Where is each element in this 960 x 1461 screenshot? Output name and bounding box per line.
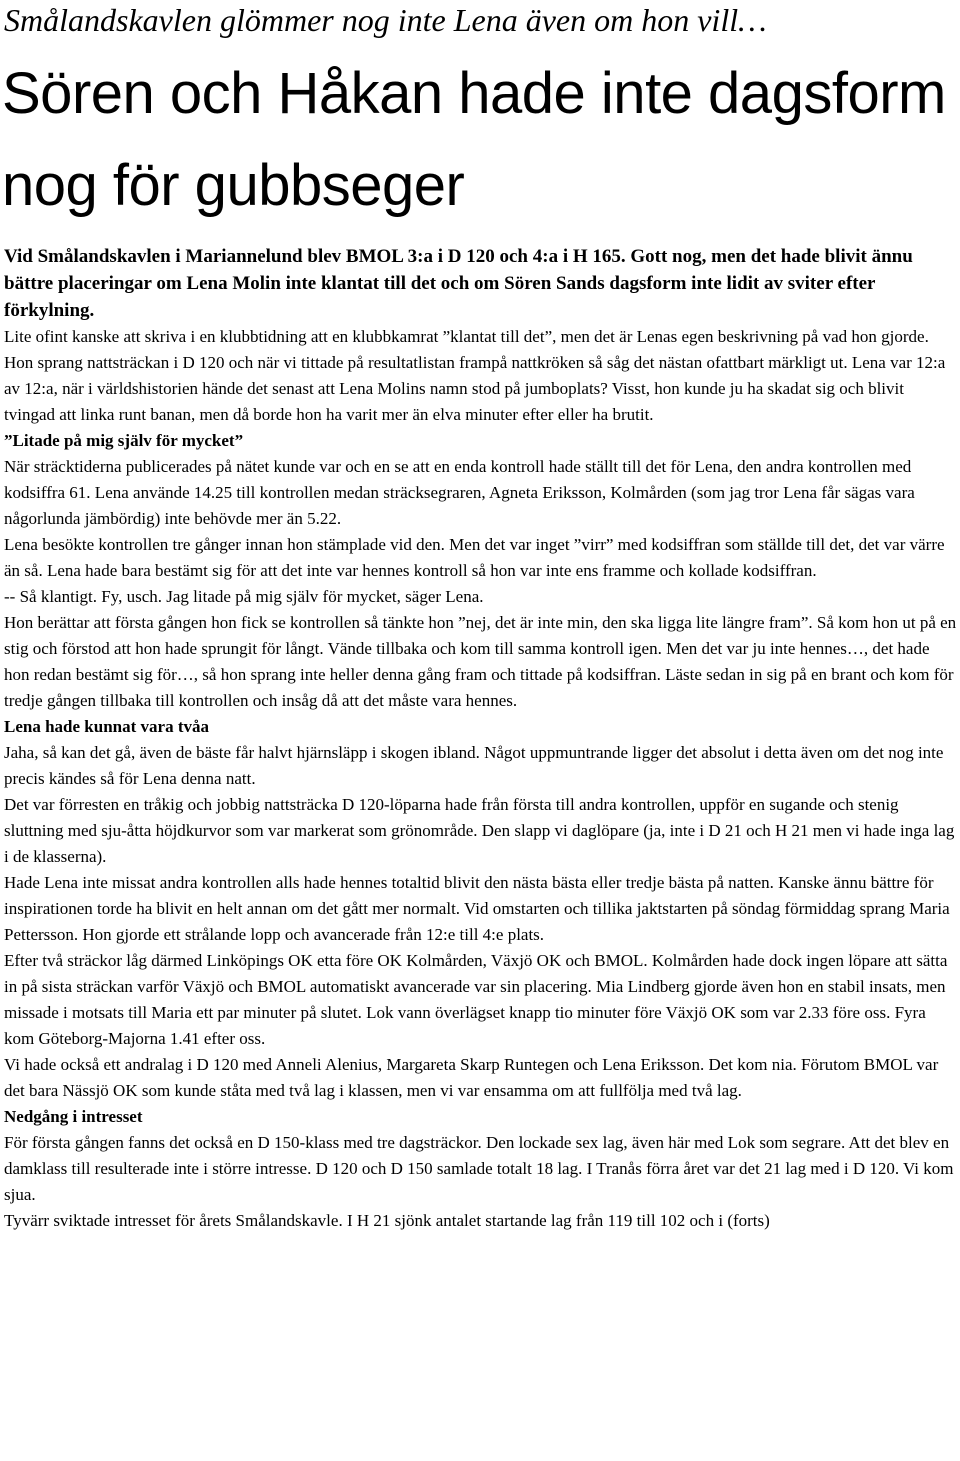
body-paragraph: Det var förresten en tråkig och jobbig nattsträcka D 120-löparna hade från första till andra kontrollen, uppför en sugande och stenig sluttning med sju-åtta höjdkurvor som var markerat som grönområde. Den slapp vi daglöpare (ja, inte i D 21 och H 21 men vi hade inga lag i de klasserna). [4, 795, 955, 866]
article-kicker: Smålandskavlen glömmer nog inte Lena även om hon vill… [4, 2, 767, 38]
body-paragraph: Hon sprang nattsträckan i D 120 och när vi tittade på resultatlistan frampå nattkröken så såg det nästan ofattbart märkligt ut. Lena var 12:a av 12:a, när i världshistorien hände det senast att Lena Molins namn stod på jumboplats? Visst, hon kunde ju ha skadat sig och blivit tvingad att linka runt banan, men då borde hon ha varit mer än elva minuter efter eller ha brutit. [4, 353, 946, 424]
body-paragraph: -- Så klantigt. Fy, usch. Jag litade på mig själv för mycket, säger Lena. [4, 587, 484, 606]
body-paragraph: För första gången fanns det också en D 150-klass med tre dagsträckor. Den lockade sex lag, även här med Lok som segrare. Att det blev en damklass till resulterade inte i större intresse. D 120 och D 150 samlade totalt 18 lag. I Tranås förra året var det 21 lag med i D 120. Vi kom sjua. [4, 1133, 954, 1204]
section-heading: Lena hade kunnat vara tvåa [4, 717, 209, 736]
body-paragraph: Hon berättar att första gången hon fick se kontrollen så tänkte hon ”nej, det är inte min, den ska ligga lite längre fram”. Så kom hon ut på en stig och förstod att hon hade sprungit för långt. Vände tillbaka och kom till samma kontroll igen. Men det var ju inte hennes…, det hade hon redan bestämt sig för…, så hon sprang inte heller denna gång fram och tittade på kodsiffran. Läste sedan in sig på en brant och kom för tredje gången tillbaka till kontrollen och insåg då att det måste vara hennes. [4, 613, 957, 710]
section-heading: ”Litade på mig själv för mycket” [4, 431, 244, 450]
body-paragraph: Lite ofint kanske att skriva i en klubbtidning att en klubbkamrat ”klantat till det”, men det är Lenas egen beskrivning på vad hon gjorde. [4, 327, 929, 346]
body-paragraph: Efter två sträckor låg därmed Linköpings OK etta före OK Kolmården, Växjö OK och BMOL. Kolmården hade dock ingen löpare att sätta in på sista sträckan varför Växjö och BMOL automatiskt avancerade var sin placering. Mia Lindberg gjorde även hon en stabil insats, men missade i motsats till Maria ett par minuter på slutet. Lok vann överlägset knapp tio minuter före Växjö OK som var 2.33 före oss. Fyra kom Göteborg-Majorna 1.41 efter oss. [4, 951, 948, 1048]
body-paragraph: Jaha, så kan det gå, även de bäste får halvt hjärnsläpp i skogen ibland. Något uppmuntrande ligger det absolut i detta även om det nog inte precis kändes så för Lena denna natt. [4, 743, 944, 788]
body-paragraph: Tyvärr sviktade intresset för årets Smålandskavle. I H 21 sjönk antalet startande lag från 119 till 102 och i (forts) [4, 1211, 770, 1230]
body-paragraph: Vi hade också ett andralag i D 120 med Anneli Alenius, Margareta Skarp Runtegen och Lena Eriksson. Det kom nia. Förutom BMOL var det bara Nässjö OK som kunde ståta med två lag i klassen, men vi var ensamma om att fullfölja med två lag. [4, 1055, 939, 1100]
article-headline: Sören och Håkan hade inte dagsform nog för gubbseger [2, 61, 946, 218]
body-paragraph: Hade Lena inte missat andra kontrollen alls hade hennes totaltid blivit den nästa bästa eller tredje bästa på natten. Kanske ännu bättre för inspirationen torde ha blivit en helt annan om det gått mer normalt. Vid omstarten och tillika jaktstarten på söndag förmiddag sprang Maria Pettersson. Hon gjorde ett strålande lopp och avancerade från 12:e till 4:e plats. [4, 873, 950, 944]
article-ingress: Vid Smålandskavlen i Mariannelund blev BMOL 3:a i D 120 och 4:a i H 165. Gott nog, men det hade blivit ännu bättre placeringar om Lena Molin inte klantat till det och om Sören Sands dagsform inte lidit av sviter efter förkylning. [4, 246, 913, 321]
body-paragraph: Lena besökte kontrollen tre gånger innan hon stämplade vid den. Men det var inget ”virr” med kodsiffran som ställde till det, det var värre än så. Lena hade bara bestämt sig för att det inte var hennes kontroll så hon var inte ens framme och kollade kodsiffran. [4, 535, 945, 580]
body-paragraph: När sträcktiderna publicerades på nätet kunde var och en se att en enda kontroll hade ställt till det för Lena, den andra kontrollen med kodsiffra 61. Lena använde 14.25 till kontrollen medan sträcksegraren, Agneta Eriksson, Kolmården (som jag tror Lena får sägas vara någorlunda jämbördig) inte behövde mer än 5.22. [4, 457, 915, 528]
section-heading: Nedgång i intresset [4, 1107, 143, 1126]
